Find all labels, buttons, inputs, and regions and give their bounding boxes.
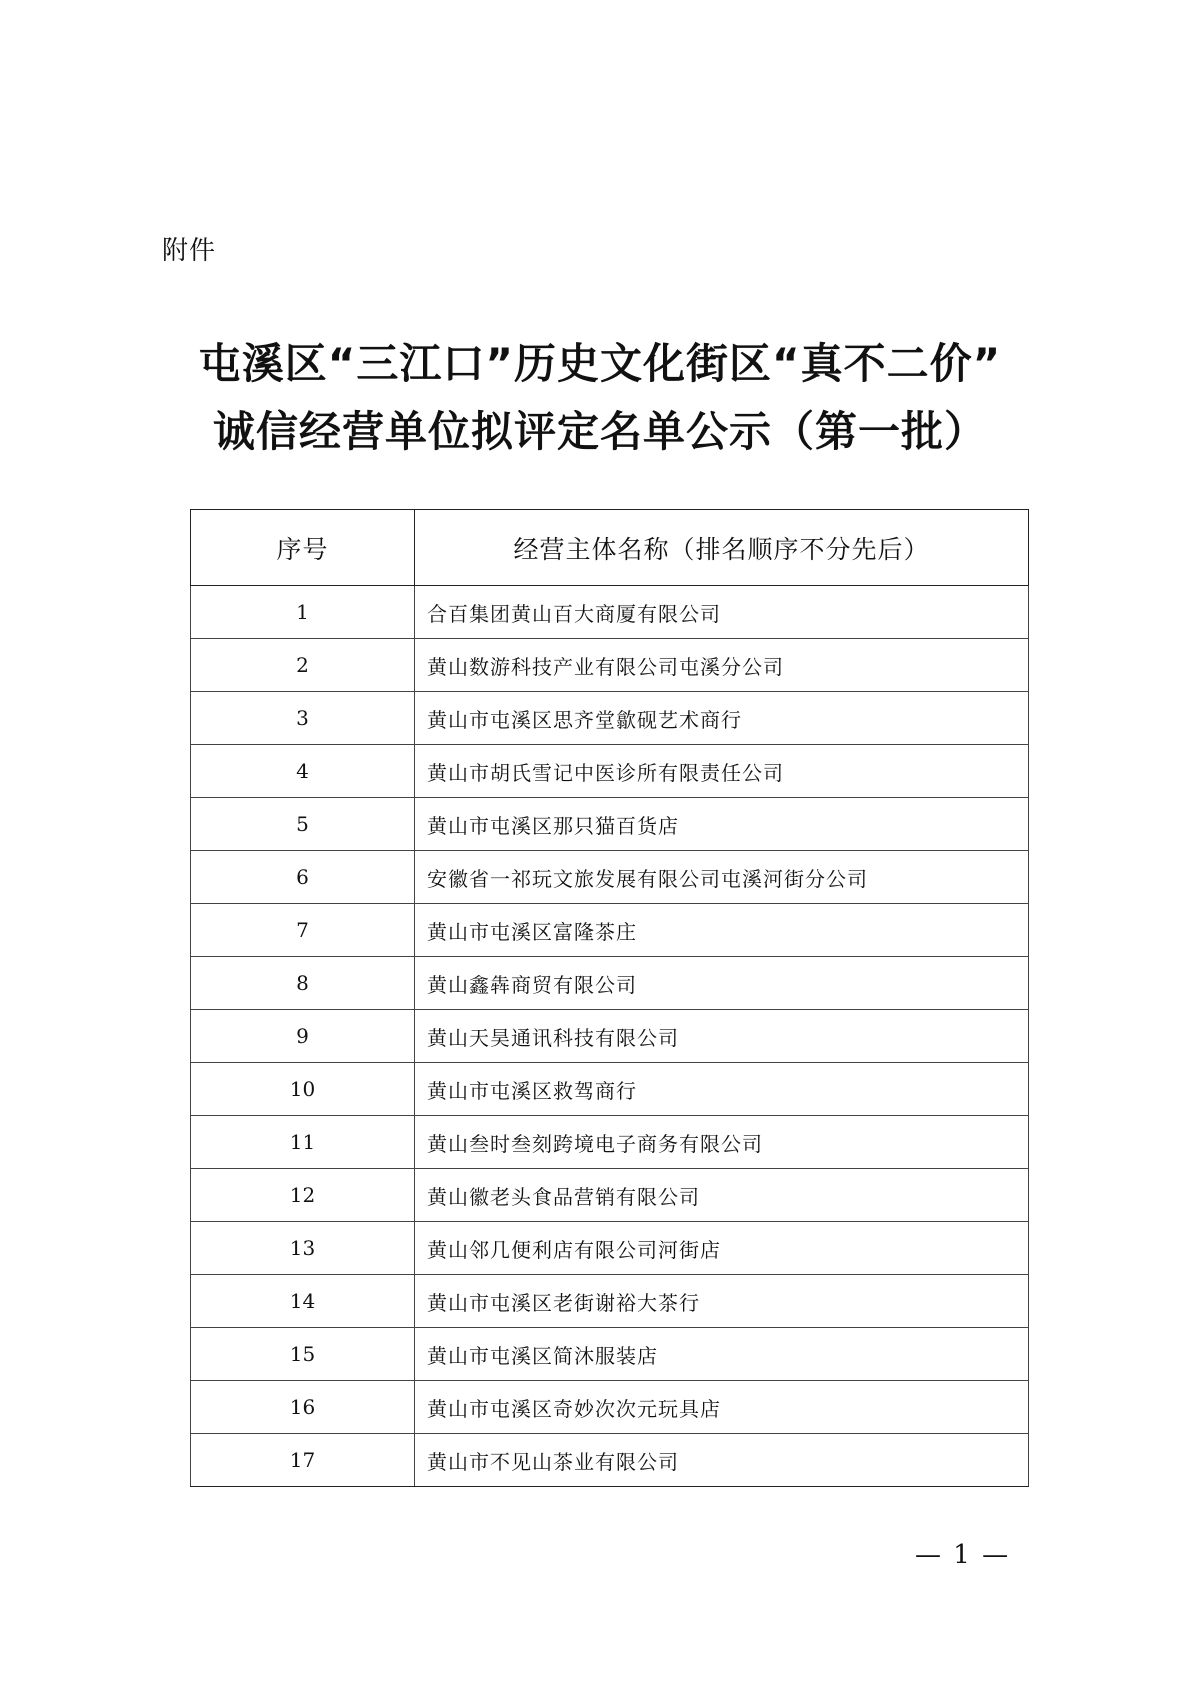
business-name: 黄山数游科技产业有限公司屯溪分公司 [415, 639, 1029, 692]
title-line-2: 诚信经营单位拟评定名单公示（第一批） [212, 407, 987, 456]
table-row [191, 851, 1029, 904]
business-name: 黄山市屯溪区救驾商行 [415, 1063, 1029, 1116]
business-name: 黄山叁时叁刻跨境电子商务有限公司 [415, 1116, 1029, 1169]
business-name: 黄山市屯溪区奇妙次次元玩具店 [415, 1381, 1029, 1434]
row-number: 2 [191, 639, 415, 692]
table-row [191, 1381, 1029, 1434]
row-number: 13 [191, 1222, 415, 1275]
business-name: 合百集团黄山百大商厦有限公司 [415, 586, 1029, 639]
table-row [191, 1063, 1029, 1116]
row-number: 7 [191, 904, 415, 957]
row-number: 1 [191, 586, 415, 639]
business-name: 黄山市屯溪区老街谢裕大茶行 [415, 1275, 1029, 1328]
business-name: 黄山徽老头食品营销有限公司 [415, 1169, 1029, 1222]
page-number: — 1 — [915, 1540, 1011, 1570]
title-line-1: 屯溪区“三江口”历史文化街区“真不二价” [198, 339, 1002, 388]
table-row [191, 1010, 1029, 1063]
table-row [191, 745, 1029, 798]
business-name: 黄山市屯溪区思齐堂歙砚艺术商行 [415, 692, 1029, 745]
table-row [191, 1275, 1029, 1328]
row-number: 16 [191, 1381, 415, 1434]
table-row [191, 798, 1029, 851]
table-header-row [191, 510, 1029, 586]
column-header-number: 序号 [191, 510, 415, 586]
row-number: 9 [191, 1010, 415, 1063]
business-name: 黄山天昊通讯科技有限公司 [415, 1010, 1029, 1063]
row-number: 5 [191, 798, 415, 851]
table-row [191, 1328, 1029, 1381]
table-body [191, 586, 1029, 1487]
table-row [191, 639, 1029, 692]
document-title [0, 330, 1200, 466]
row-number: 12 [191, 1169, 415, 1222]
business-name: 黄山市屯溪区简沐服装店 [415, 1328, 1029, 1381]
business-name: 黄山市屯溪区那只猫百货店 [415, 798, 1029, 851]
table-row [191, 692, 1029, 745]
row-number: 4 [191, 745, 415, 798]
attachment-label: 附件 [162, 236, 217, 266]
row-number: 14 [191, 1275, 415, 1328]
business-list-table [190, 509, 1029, 1487]
business-name: 黄山市屯溪区富隆茶庄 [415, 904, 1029, 957]
row-number: 3 [191, 692, 415, 745]
row-number: 8 [191, 957, 415, 1010]
row-number: 15 [191, 1328, 415, 1381]
business-name: 黄山市胡氏雪记中医诊所有限责任公司 [415, 745, 1029, 798]
column-header-business-name: 经营主体名称（排名顺序不分先后） [415, 510, 1029, 586]
row-number: 17 [191, 1434, 415, 1487]
business-name: 安徽省一祁玩文旅发展有限公司屯溪河街分公司 [415, 851, 1029, 904]
row-number: 11 [191, 1116, 415, 1169]
table-row [191, 1434, 1029, 1487]
row-number: 10 [191, 1063, 415, 1116]
table-row [191, 957, 1029, 1010]
table-row [191, 904, 1029, 957]
business-name: 黄山鑫犇商贸有限公司 [415, 957, 1029, 1010]
row-number: 6 [191, 851, 415, 904]
table-row [191, 586, 1029, 639]
table-row [191, 1116, 1029, 1169]
table-row [191, 1222, 1029, 1275]
table-row [191, 1169, 1029, 1222]
business-name: 黄山邻几便利店有限公司河街店 [415, 1222, 1029, 1275]
business-name: 黄山市不见山茶业有限公司 [415, 1434, 1029, 1487]
